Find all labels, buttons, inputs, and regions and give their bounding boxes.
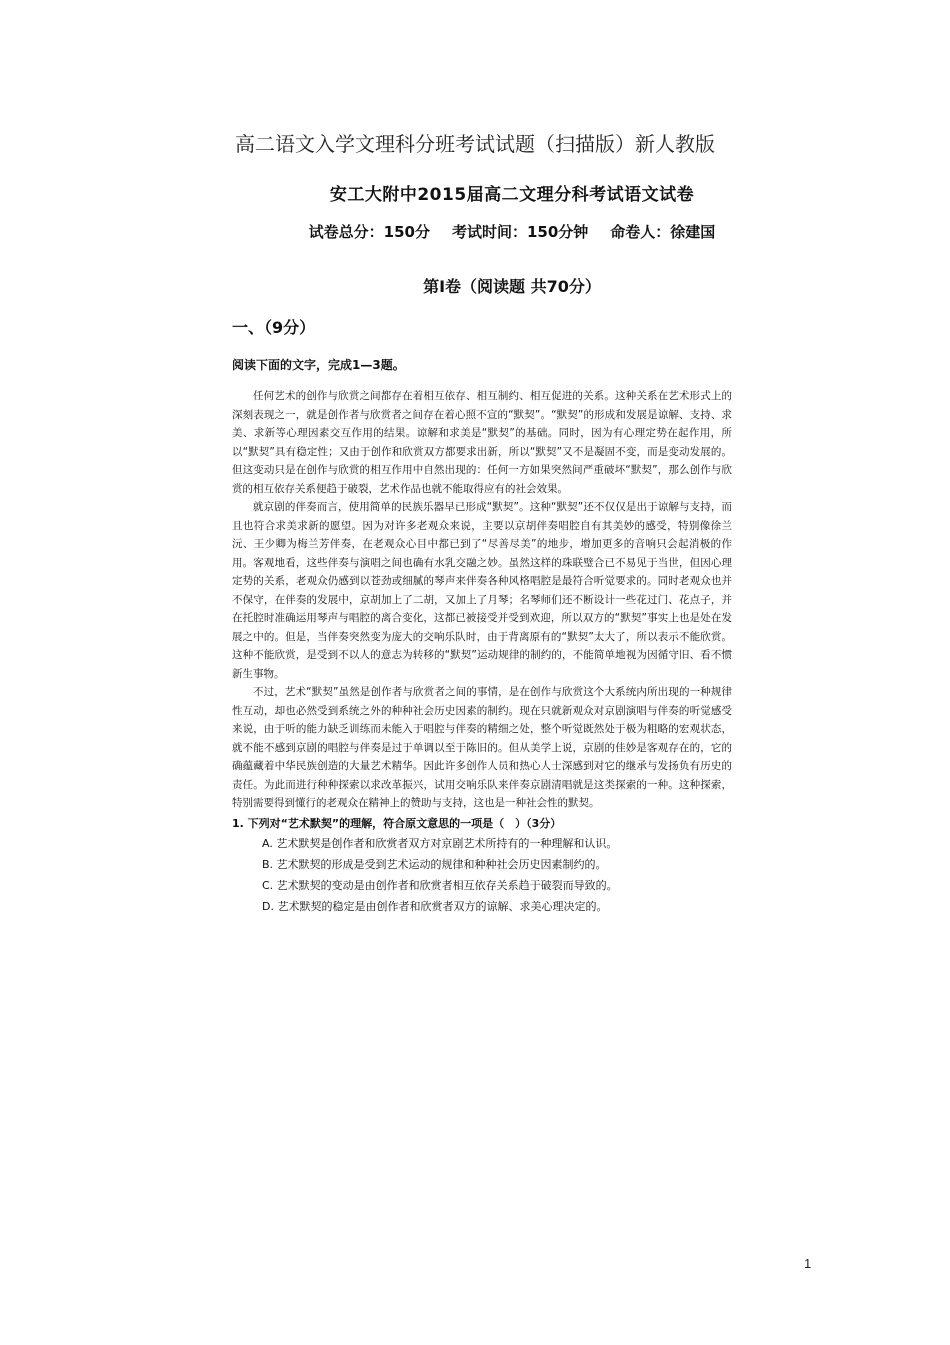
exam-title: 安工大附中2015届高二文理分科考试语文试卷: [329, 185, 695, 205]
passage-paragraph: 任何艺术的创作与欣赏之间都存在着相互依存、相互制约、相互促进的关系。这种关系在艺术形式上的深刻表现之一，就是创作者与欣赏者之间存在着心照不宣的“默契”。“默契”的形成和发展是谅解、支持、求美、求新等心理因素交互作用的结果。谅解和求美是“默契”的基础。同时，因为有心理定势在起作用，所以“默契”具有稳定性；又由于创作和欣赏双方都要求出新，所以“默契”又不是凝固不变，而是变动发展的。但这变动只是在创作与欣赏的相互作用中自然出现的：任何一方如果突然间严重破坏“默契”，那么创作与欣赏的相互依存关系便趋于破裂，艺术作品也就不能取得应有的社会效果。: [232, 390, 732, 495]
document-title: 高二语文入学文理科分班考试试题（扫描版）新人教版: [235, 132, 715, 156]
reading-passage: [232, 387, 732, 813]
passage-paragraph: 不过，艺术“默契”虽然是创作者与欣赏者之间的事情，是在创作与欣赏这个大系统内所出现的一种规律性互动，却也必然受到系统之外的种种社会历史因素的制约。现在只就新观众对京剧演唱与伴奏的听觉感受来说，由于听的能力缺乏训练而未能入于唱腔与伴奏的精细之处，整个听觉既然处于极为粗略的宏观状态，就不能不感到京剧的唱腔与伴奏是过于单调以至于陈旧的。但从美学上说，京剧的佳妙是客观存在的，它的确蕴藏着中华民族创造的大量艺术精华。因此许多创作人员和热心人士深感到对它的继承与发扬负有历史的责任。为此而进行种种探索以求改革振兴，试用交响乐队来伴奏京剧清唱就是这类探索的一种。这种探索，特别需要得到懂行的老观众在精神上的赞助与支持，这也是一种社会性的默契。: [232, 686, 732, 809]
reading-instruction: 阅读下面的文字，完成1—3题。: [232, 358, 405, 372]
exam-meta: [222, 221, 802, 242]
part-heading: 一、（9分）: [232, 318, 316, 337]
page-number: 1: [804, 1256, 812, 1271]
exam-time: 考试时间：150分钟: [451, 223, 589, 241]
total-score: 试卷总分：150分: [308, 223, 430, 241]
question-options: [262, 833, 802, 917]
option-d: D. 艺术默契的稳定是由创作者和欣赏者双方的谅解、求美心理决定的。: [262, 899, 608, 913]
exam-author: 命卷人：徐建国: [610, 223, 716, 241]
option-b: B. 艺术默契的形成是受到艺术运动的规律和种种社会历史因素制约的。: [262, 857, 607, 871]
section-title: 第Ⅰ卷（阅读题 共70分）: [423, 277, 601, 296]
question-stem: 1. 下列对“艺术默契”的理解，符合原文意思的一项是（ ）（3分）: [232, 816, 562, 830]
passage-paragraph: 就京剧的伴奏而言，使用简单的民族乐器早已形成“默契”。这种“默契”还不仅仅是出于谅解与支持，而且也符合求美求新的愿望。因为对许多老观众来说，主要以京胡伴奏唱腔自有其美妙的感受，特别像徐兰沅、王少卿为梅兰芳伴奏，在老观众心目中都已到了“尽善尽美”的地步，增加更多的音响只会起消极的作用。客观地看，这些伴奏与演唱之间也确有水乳交融之妙。虽然这样的珠联璧合已不易见于当世，但因心理定势的关系，老观众仍感到以苍劲或细腻的琴声来伴奏各种风格唱腔是最符合听觉要求的。同时老观众也并不保守，在伴奏的发展中，京胡加上了二胡，又加上了月琴；名琴师们还不断设计一些花过门、花点子，并在托腔时准确运用琴声与唱腔的离合变化，这都已被接受并受到欢迎，所以双方的“默契”事实上也是处在发展之中的。但是，当伴奏突然变为庞大的交响乐队时，由于背离原有的“默契”太大了，所以表示不能欣赏。这种不能欣赏，是受到不以人的意志为转移的“默契”运动规律的制约的，不能简单地视为因循守旧、看不惯新生事物。: [232, 501, 732, 680]
option-c: C. 艺术默契的变动是由创作者和欣赏者相互依存关系趋于破裂而导致的。: [262, 878, 618, 892]
scanned-exam-page: [222, 180, 802, 917]
option-a: A. 艺术默契是创作者和欣赏者双方对京剧艺术所持有的一种理解和认识。: [262, 836, 618, 850]
